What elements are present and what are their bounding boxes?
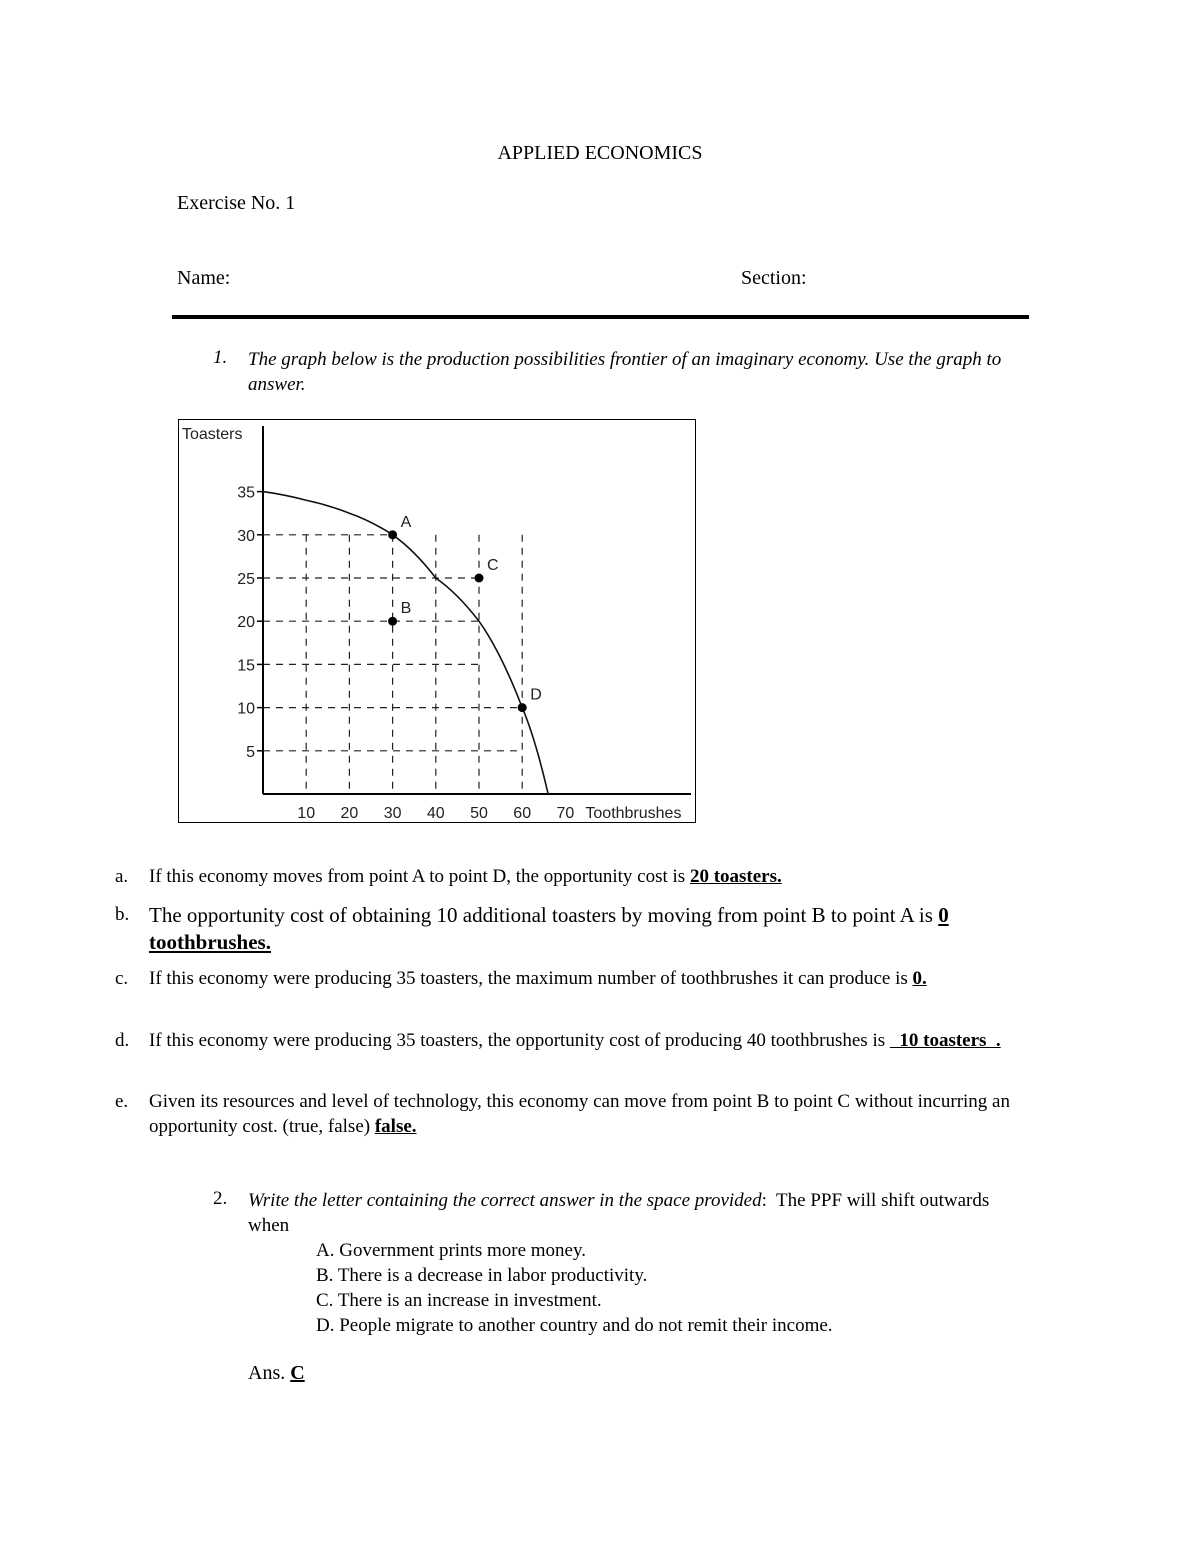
point-label-c: C: [487, 557, 499, 574]
answer-label: Ans.: [248, 1362, 291, 1384]
item-a-text: If this economy moves from point A to point D, the opportunity cost is: [149, 866, 690, 887]
item-a-answer: 20 toasters.: [689, 866, 782, 887]
question-1-text: The graph below is the production possibilities frontier of an imaginary economy. Use the graph to answer.: [248, 349, 1002, 395]
item-b-label: b.: [115, 904, 130, 925]
header-divider: [172, 315, 1029, 319]
option-a: A. Government prints more money.: [316, 1240, 586, 1261]
question-2-number: 2.: [213, 1188, 228, 1209]
name-label: Name:: [177, 267, 231, 289]
y-tick-label-10: 10: [237, 700, 255, 718]
item-d-answer: 10 toasters .: [889, 1030, 1001, 1051]
question-2-text: [248, 1188, 1028, 1238]
y-axis-label: Toasters: [182, 426, 243, 443]
question-2-answer: [248, 1362, 305, 1385]
point-d: [518, 703, 527, 712]
item-c-label: c.: [115, 968, 129, 989]
item-d-text: If this economy were producing 35 toasters, the opportunity cost of producing 40 toothbrushes is: [149, 1030, 890, 1051]
item-d-label: d.: [115, 1030, 130, 1051]
item-e-text: Given its resources and level of technology, this economy can move from point B to point C without incurring an opportunity cost. (true, false): [149, 1091, 1010, 1137]
x-tick-label-20: 20: [340, 805, 359, 822]
question-2-stem: The PPF will shift outwards when: [248, 1190, 995, 1236]
item-a-label: a.: [115, 866, 129, 887]
x-tick-label-30: 30: [383, 805, 402, 822]
question-1-number: 1.: [213, 347, 228, 368]
exercise-number: Exercise No. 1: [177, 192, 296, 214]
option-c: C. There is an increase in investment.: [316, 1290, 602, 1311]
question-2-colon: :: [761, 1190, 767, 1211]
x-tick-label-50: 50: [470, 805, 488, 822]
item-b-text: The opportunity cost of obtaining 10 additional toasters by moving from point B to point A is: [149, 903, 939, 927]
x-tick-label-10: 10: [297, 805, 316, 822]
y-tick-label-15: 15: [237, 657, 255, 675]
x-tick-label-70: 70: [556, 805, 575, 822]
x-tick-label-40: 40: [426, 805, 445, 822]
item-e-label: e.: [115, 1091, 129, 1112]
item-c-answer: 0.: [912, 968, 927, 989]
document-title: APPLIED ECONOMICS: [497, 142, 703, 164]
y-tick-label-20: 20: [237, 614, 255, 632]
x-tick-label-60: 60: [513, 805, 532, 822]
x-axis-label: Toothbrushes: [585, 805, 682, 822]
point-a: [388, 530, 397, 539]
point-c: [475, 574, 484, 583]
item-e-answer: false.: [374, 1116, 417, 1137]
answer-value: C: [290, 1362, 305, 1384]
y-tick-label-30: 30: [237, 527, 255, 545]
y-tick-label-5: 5: [246, 743, 255, 761]
section-label: Section:: [741, 267, 807, 289]
y-tick-label-25: 25: [237, 571, 255, 588]
point-b: [388, 617, 397, 626]
point-label-a: A: [400, 513, 412, 531]
point-label-b: B: [400, 600, 412, 618]
item-b-answer: 0 toothbrushes.: [149, 903, 949, 954]
item-c-text: If this economy were producing 35 toasters, the maximum number of toothbrushes it can produce is: [149, 968, 913, 989]
y-tick-label-35: 35: [237, 484, 255, 502]
point-label-d: D: [530, 686, 542, 704]
option-b: B. There is a decrease in labor productivity.: [316, 1265, 648, 1286]
question-2-instruction: Write the letter containing the correct answer in the space provided: [248, 1190, 762, 1211]
option-d: D. People migrate to another country and do not remit their income.: [316, 1315, 833, 1336]
ppf-chart: [178, 419, 696, 823]
ppf-chart-svg: [179, 420, 695, 822]
